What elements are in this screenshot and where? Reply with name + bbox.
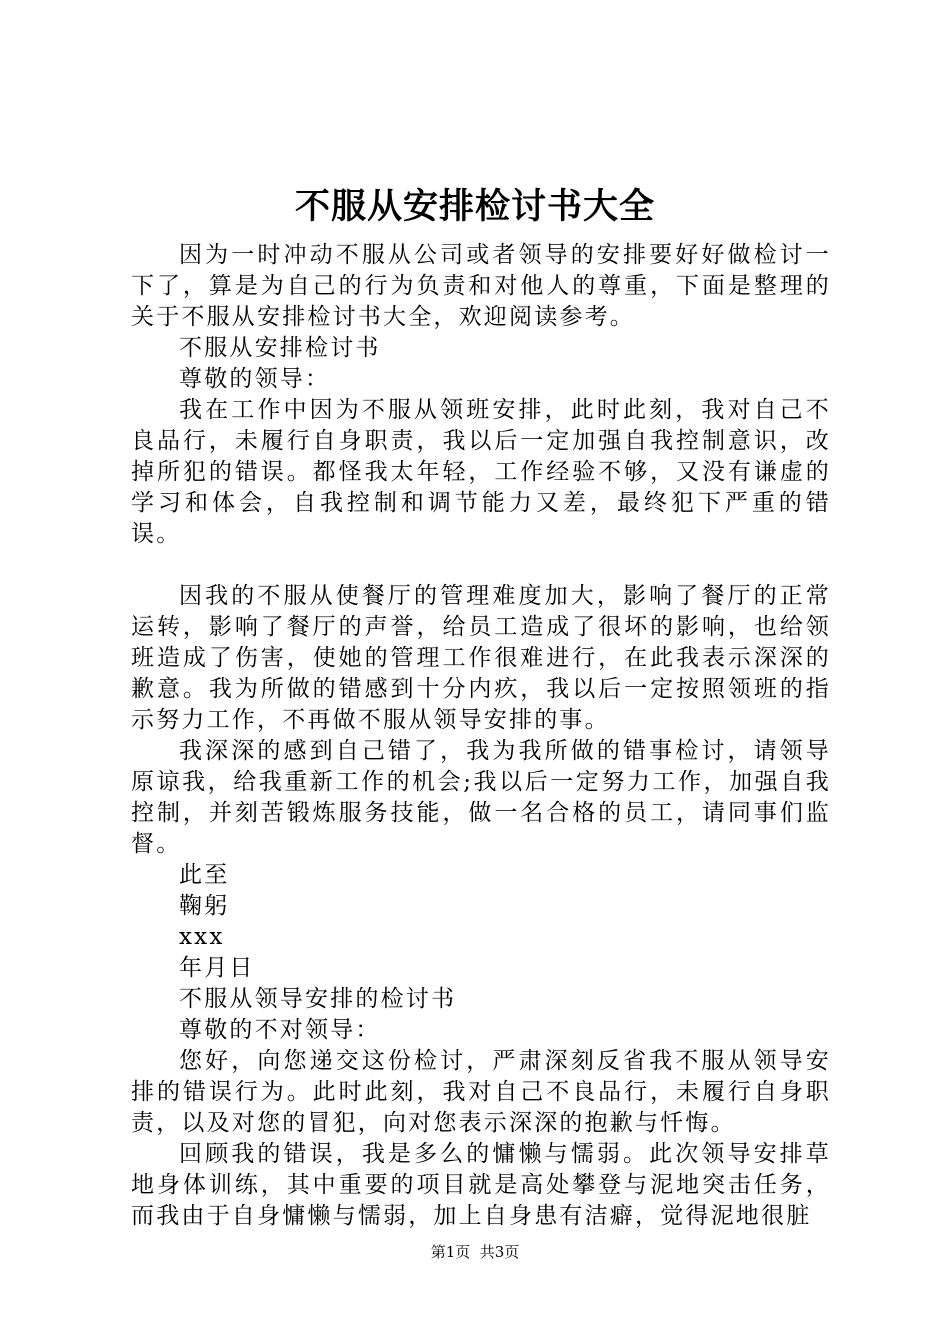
page-number: 第1页 共3页 <box>430 1243 520 1261</box>
document-title: 不服从安排检讨书大全 <box>294 186 655 227</box>
salutation-1: 尊敬的领导： <box>179 366 331 392</box>
closing-line: 此至 <box>179 862 230 888</box>
paragraph-body: 回顾我的错误，我是多么的慵懒与懦弱。此次领导安排草地身体训练，其中重要的项目就是高处攀登与泥地突击任务，而我由于自身慵懒与懦弱，加上自身患有洁癖，觉得泥地很脏 <box>131 1141 831 1229</box>
document-body <box>131 240 831 1232</box>
paragraph-body: 因我的不服从使餐厅的管理难度加大，影响了餐厅的正常运转，影响了餐厅的声誉，给员工造成了很坏的影响，也给领班造成了伤害，使她的管理工作很难进行，在此我表示深深的歉意。我为所做的错感到十分内疚，我以后一定按照领班的指示努力工作，不再做不服从领导安排的事。 <box>131 583 831 733</box>
paragraph-body: 我在工作中因为不服从领班安排，此时此刻，我对自己不良品行，未履行自身职责，我以后一定加强自我控制意识，改掉所犯的错误。都怪我太年轻，工作经验不够，又没有谦虚的学习和体会，自我控制和调节能力又差，最终犯下严重的错误。 <box>131 397 831 547</box>
paragraph-body: 您好，向您递交这份检讨，严肃深刻反省我不服从领导安排的错误行为。此时此刻，我对自己不良品行，未履行自身职责，以及对您的冒犯，向对您表示深深的抱歉与忏悔。 <box>131 1048 831 1136</box>
salutation-2: 尊敬的不对领导： <box>179 1017 381 1043</box>
section-heading-1: 不服从安排检讨书 <box>179 335 381 361</box>
signature-date: 年月日 <box>179 955 255 981</box>
paragraph-body: 我深深的感到自己错了，我为我所做的错事检讨，请领导原谅我，给我重新工作的机会;我以后一定努力工作，加强自我控制，并刻苦锻炼服务技能，做一名合格的员工，请同事们监督。 <box>131 738 831 857</box>
paragraph-intro: 因为一时冲动不服从公司或者领导的安排要好好做检讨一下了，算是为自己的行为负责和对他人的尊重，下面是整理的关于不服从安排检讨书大全，欢迎阅读参考。 <box>131 242 831 330</box>
signature-name: xxx <box>179 924 225 950</box>
closing-line: 鞠躬 <box>179 893 230 919</box>
section-heading-2: 不服从领导安排的检讨书 <box>179 986 457 1012</box>
